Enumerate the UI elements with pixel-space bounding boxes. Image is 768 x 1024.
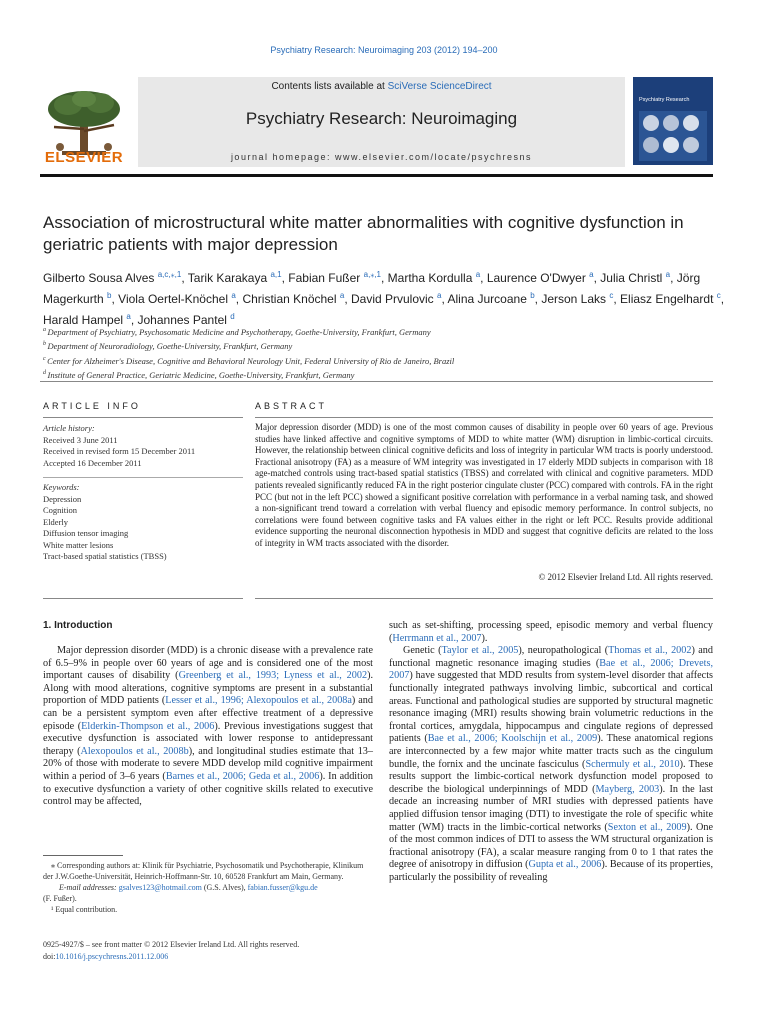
- article-title: Association of microstructural white matter abnormalities with cognitive dysfunction in geriatric patients with major depression: [43, 213, 684, 254]
- body-text: ), neuropathological (: [518, 645, 609, 657]
- author-name: Johannes Pantel: [137, 313, 231, 327]
- author-name: Jerson Laks: [541, 292, 610, 306]
- body-text: ). In addition to executive dysfunction a variety of other cognitive skills related to executive control may be affected,: [43, 770, 373, 808]
- affiliation: [43, 338, 733, 352]
- email-owner: (F. Fußer).: [43, 894, 77, 903]
- affiliation: [43, 367, 733, 381]
- journal-masthead: [138, 77, 625, 167]
- footnotes: [43, 860, 373, 915]
- citation-link[interactable]: Elderkin-Thompson et al., 2006: [81, 720, 215, 732]
- affiliation-text: Center for Alzheimer's Disease, Cognitive and Behavioral Neurology Unit, Federal University of Rio de Janeiro, Brazil: [47, 355, 455, 366]
- citation-link[interactable]: Alexopoulos et al., 2008b: [80, 745, 189, 757]
- citation-link[interactable]: Bae et al., 2006; Koolschijn et al., 2009: [427, 733, 598, 745]
- body-text: ). Because of its properties, particularly the possibility of revealing: [389, 859, 713, 883]
- author-list: [43, 266, 733, 329]
- front-matter-info: [43, 939, 373, 963]
- affiliation-marker: d: [43, 369, 48, 376]
- author-affiliation-marker[interactable]: a: [665, 270, 671, 279]
- received-date: Received 3 June 2011: [43, 434, 118, 445]
- author-affiliation-marker[interactable]: a: [231, 291, 236, 300]
- author-name: Christian Knöchel: [242, 292, 340, 306]
- keyword: Diffusion tensor imaging: [43, 528, 129, 538]
- body-text: ) and functional magnetic resonance imaging studies (: [389, 645, 713, 669]
- author-affiliation-marker[interactable]: c: [609, 291, 614, 300]
- author-name: Martha Kordulla: [387, 271, 476, 285]
- affiliation-marker: a: [43, 327, 48, 333]
- abstract-heading: ABSTRACT: [255, 401, 328, 411]
- affiliation: [43, 353, 733, 367]
- citation-link[interactable]: Sexton et al., 2009: [607, 821, 687, 833]
- email-label: E-mail addresses:: [59, 883, 117, 892]
- abstract-rule: [255, 417, 713, 418]
- affiliation-list: [43, 324, 733, 381]
- abstract-bottom-rule: [255, 598, 713, 599]
- citation-link[interactable]: Thomas et al., 2002: [608, 645, 692, 657]
- author-name: Alina Jurcoane: [447, 292, 531, 306]
- affiliation-text: Department of Neuroradiology, Goethe-University, Frankfurt, Germany: [47, 341, 293, 352]
- author-name: Fabian Fußer: [288, 271, 364, 285]
- article-info-heading: ARTICLE INFO: [43, 401, 141, 411]
- author-separator: ,: [593, 271, 601, 285]
- abstract-text: Major depression disorder (MDD) is one of the most common causes of disability in people over 60 years of age. Previous studies have linked affective and cognitive symptoms of MDD to white matter (WM) disruption in limbic-cortical circuits. However, the relationship between clinical cognitive deficits and loss of integrity in particular WM tracts is poorly understood. Fractional anisotropy (FA) as a measure of WM integrity was investigated in 17 elderly MDD subjects in comparison with 18 age-matched controls using tract-based spatial statistics (TBSS) and correlated with clinical and cognitive parameters. MDD patients revealed significantly reduced FA in the right posterior cingulate cluster (PCC) compared with controls. FA in the right PCC (but not in the left PCC) showed a significant positive correlation with performance in a verbal naming task, and showed a non-significant trend toward a correlation with verbal fluency and episodic memory performance. In control subjects, no correlations were found between cognitive tasks and FA values either in the right or left PCC. Results provide additional evidence supporting the neuronal disconnection hypothesis in MDD and suggest that cognitive deficits are related to the loss of integrity in WM tracts associated with the disorder.: [255, 422, 713, 548]
- header-rule: [40, 174, 713, 177]
- email-note: [43, 882, 373, 893]
- journal-cover-image: [633, 77, 713, 165]
- body-text: ). In the last decade an increasing number of MRI studies with depressed patients have applied diffusion tensor imaging (DTI) to investigate the role of specific white matter (WM) tracts in the limbic-cortical networks (: [389, 783, 713, 833]
- body-text: ).: [481, 632, 488, 644]
- author-affiliation-marker[interactable]: b: [530, 291, 535, 300]
- citation-link[interactable]: Barnes et al., 2006; Geda et al., 2006: [165, 770, 320, 782]
- footnote-rule: [43, 855, 123, 856]
- author-name: Tarik Karakaya: [187, 271, 271, 285]
- body-text: Genetic (: [403, 645, 442, 657]
- author-affiliation-marker[interactable]: a: [437, 291, 442, 300]
- author-affiliation-marker[interactable]: d: [230, 312, 235, 321]
- sciencedirect-link[interactable]: SciVerse ScienceDirect: [387, 81, 492, 92]
- affiliation-marker: b: [43, 341, 48, 348]
- author-separator: ,: [111, 292, 119, 306]
- affiliation-text: Institute of General Practice, Geriatric Medicine, Goethe-University, Frankfurt, Germany: [47, 369, 355, 380]
- equal-contribution-note: ¹ Equal contribution.: [51, 905, 118, 914]
- author-affiliation-marker[interactable]: c: [716, 291, 721, 300]
- body-text: ) have suggested that MDD results from system-level disorder that affects functionally integrated pathways involving limbic, subcortical and cortical areas. Functional and pathological studies are supported by structural magnetic resonance imaging (MRI) results showing brain volumetric reductions in the frontal cortices, amygdala, hippocampus and cingulate regions of depressed patients (: [389, 670, 713, 745]
- affiliation: [43, 324, 733, 338]
- author-separator: ,: [670, 271, 677, 285]
- author-name: Jörg Magerkurth: [43, 271, 701, 306]
- body-text: ), and longitudinal studies estimate that 13–20% of those with moderate to severe MDD develop mild cognitive impairment within a period of 3–6 years (: [43, 745, 373, 782]
- doi-line: [43, 951, 373, 963]
- author-affiliation-marker[interactable]: a,1: [270, 270, 282, 279]
- citation-link[interactable]: Taylor et al., 2005: [441, 645, 519, 657]
- keyword: Depression: [43, 493, 82, 504]
- author-separator: ,: [380, 271, 388, 285]
- author-separator: ,: [181, 271, 188, 285]
- email-link-fusser[interactable]: fabian.fusser@kgu.de: [247, 883, 318, 892]
- keyword: Elderly: [43, 516, 69, 527]
- body-text: Major depression disorder (MDD) is a chronic disease with a prevalence rate of 6.5–9% in people over 60 years of age and is considered one of the most important causes of disability (: [43, 645, 373, 682]
- body-column-right: [389, 620, 713, 884]
- author-affiliation-marker[interactable]: a,c,⁎,1: [157, 270, 182, 279]
- author-separator: ,: [281, 271, 289, 285]
- issn-line: 0925-4927/$ – see front matter © 2012 Elsevier Ireland Ltd. All rights reserved.: [43, 940, 300, 949]
- email-owner: (G.S. Alves),: [201, 883, 248, 892]
- citation-link[interactable]: Herrmann et al., 2007: [392, 632, 482, 644]
- keyword: Cognition: [43, 505, 78, 515]
- citation-link[interactable]: Gupta et al., 2006: [528, 859, 602, 871]
- keyword: Tract-based spatial statistics (TBSS): [43, 551, 167, 561]
- author-affiliation-marker[interactable]: a: [475, 270, 481, 279]
- doi-link[interactable]: 10.1016/j.pscychresns.2011.12.006: [55, 952, 169, 961]
- keyword: White matter lesions: [43, 539, 114, 550]
- affiliation-rule: [40, 381, 713, 382]
- author-affiliation-marker[interactable]: a: [339, 291, 345, 300]
- keywords-label: Keywords:: [43, 482, 80, 492]
- author-separator: ,: [613, 292, 621, 306]
- body-text: ). These anatomical regions are interconnected by a few major white matter tracts such as the cingulum bundle, the fornix and the uncinate fasciculus (: [389, 733, 713, 770]
- author-name: Laurence O'Dwyer: [486, 271, 590, 285]
- citation-link[interactable]: Mayberg, 2003: [595, 783, 660, 795]
- abstract-copyright: © 2012 Elsevier Ireland Ltd. All rights reserved.: [538, 572, 713, 582]
- body-text: ) and can be a persistent symptom even after effective treatment of a depressive episode (: [43, 695, 373, 732]
- author-separator: ,: [441, 292, 448, 306]
- elsevier-wordmark: ELSEVIER: [44, 149, 124, 166]
- journal-reference[interactable]: Psychiatry Research: Neuroimaging 203 (2012) 194–200: [270, 45, 498, 55]
- contents-prefix: Contents lists available at: [271, 81, 388, 92]
- corresponding-author-note: ⁎ Corresponding authors at: Klinik für Psychiatrie, Psychosomatik und Psychotherapie, Klinikum der J.W.Goethe-Universität, Heinrich-Hoffmann-Str. 10, 60528 Frankfurt am Main, Germany.: [43, 861, 364, 881]
- cover-brain-scans: [639, 111, 707, 161]
- author-affiliation-marker[interactable]: b: [107, 291, 112, 300]
- email-link-alves[interactable]: gsalves123@hotmail.com: [118, 883, 202, 892]
- author-separator: ,: [534, 292, 542, 306]
- citation-link[interactable]: Bae et al., 2006; Drevets, 2007: [389, 657, 713, 682]
- revised-date: Received in revised form 15 December 2011: [43, 446, 196, 456]
- citation-link[interactable]: Schermuly et al., 2010: [585, 758, 680, 770]
- author-separator: ,: [720, 292, 725, 306]
- affiliation-text: Department of Psychiatry, Psychosomatic Medicine and Psychotherapy, Goethe-University, Frankfurt, Germany: [47, 326, 431, 337]
- accepted-date: Accepted 16 December 2011: [43, 457, 142, 468]
- history-label: Article history:: [43, 423, 95, 433]
- body-text: ). One of the most common indices of DTI to assess the WM structural organization is fractional anisotropy (FA), a scalar measure ranging from 0 to 1 that rates the degree of anisotropy in diffusion (: [389, 821, 713, 871]
- article-info-rule: [43, 417, 243, 418]
- author-separator: ,: [480, 271, 487, 285]
- body-text: ). Previous investigations suggest that executive dysfunction is associated with lower response to antidepressant therapy (: [43, 720, 373, 757]
- article-info-bottom-rule: [43, 598, 243, 599]
- author-separator: ,: [344, 292, 351, 306]
- author-affiliation-marker[interactable]: a: [589, 270, 594, 279]
- affiliation-marker: c: [43, 355, 48, 362]
- author-separator: ,: [130, 313, 138, 327]
- author-separator: ,: [235, 292, 243, 306]
- history-rule: [43, 477, 243, 478]
- doi-label: doi:: [43, 952, 56, 961]
- journal-name: Psychiatry Research: Neuroimaging: [245, 109, 518, 128]
- author-name: Gilberto Sousa Alves: [43, 271, 158, 285]
- body-text: ). These results support the limbic-cortical network dysfunction model proposed to describe the biological underpinnings of MDD (: [389, 758, 713, 795]
- author-name: David Prvulovic: [350, 292, 438, 306]
- author-name: Eliasz Engelhardt: [620, 292, 717, 306]
- author-name: Julia Christl: [600, 271, 666, 285]
- article-history: [43, 423, 253, 469]
- contents-availability: [138, 81, 625, 92]
- author-affiliation-marker[interactable]: a: [126, 312, 131, 321]
- author-name: Viola Oertel-Knöchel: [118, 292, 232, 306]
- body-column-left: [43, 645, 373, 809]
- citation-link[interactable]: Lesser et al., 1996; Alexopoulos et al., 2008a: [165, 695, 352, 707]
- body-text: such as set-shifting, processing speed, episodic memory and verbal fluency (: [389, 620, 713, 644]
- author-name: Harald Hampel: [43, 313, 127, 327]
- cover-title: Psychiatry Research: [639, 97, 690, 103]
- author-affiliation-marker[interactable]: a,⁎,1: [363, 270, 381, 279]
- introduction-heading: 1. Introduction: [43, 620, 113, 631]
- journal-homepage[interactable]: journal homepage: www.elsevier.com/locate/psychresns: [230, 152, 533, 162]
- body-text: ). Along with mood alterations, cognitive symptoms are present in a substantial proportion of MDD patients (: [43, 670, 374, 707]
- citation-link[interactable]: Greenberg et al., 1993; Lyness et al., 2002: [178, 670, 368, 682]
- keywords-block: [43, 482, 253, 563]
